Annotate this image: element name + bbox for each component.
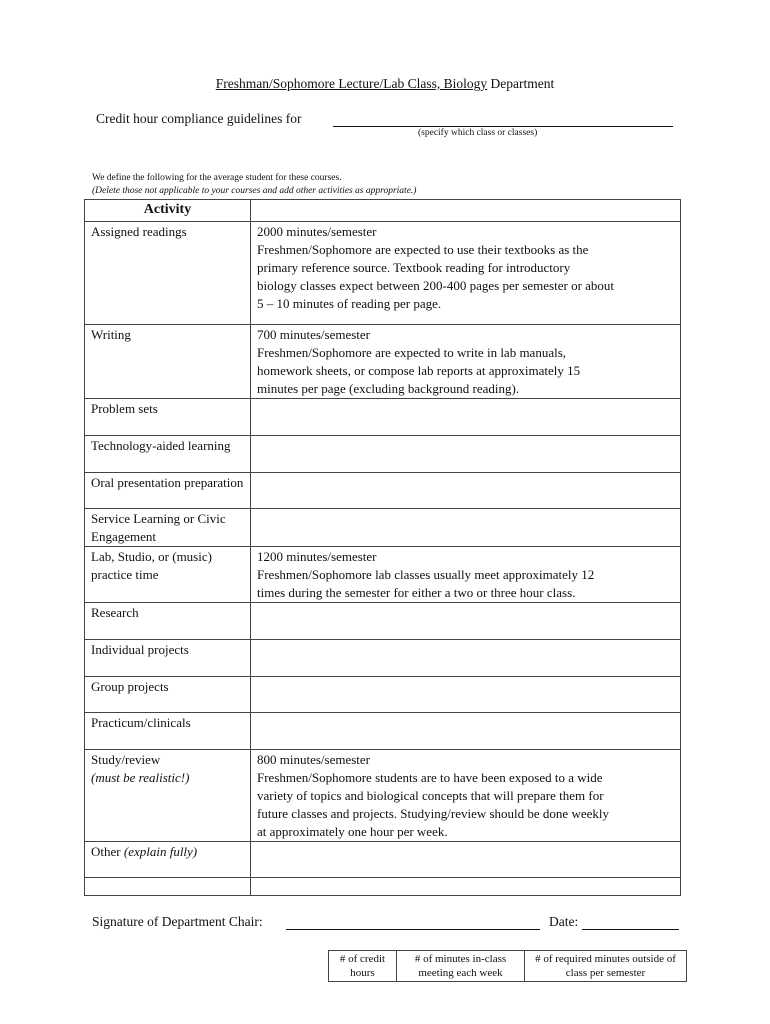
description-line: variety of topics and biological concepts that will prepare them for <box>257 788 604 803</box>
activity-cell[interactable] <box>85 509 251 547</box>
table-row <box>85 399 681 436</box>
description-line: at approximately one hour per week. <box>257 824 448 839</box>
description-cell[interactable] <box>251 547 681 603</box>
page-title-rest: Department <box>487 76 555 91</box>
description-cell[interactable] <box>251 677 681 713</box>
description-line: Freshmen/Sophomore students are to have been exposed to a wide <box>257 770 603 785</box>
activity-table-body <box>85 222 681 896</box>
activity-table <box>84 199 681 896</box>
table-row <box>85 603 681 640</box>
signature-label: Signature of Department Chair: <box>92 914 263 929</box>
description-cell[interactable] <box>251 473 681 509</box>
activity-cell[interactable] <box>85 603 251 640</box>
table-row <box>85 677 681 713</box>
table-row <box>85 222 681 325</box>
description-line: future classes and projects. Studying/review should be done weekly <box>257 806 609 821</box>
description-cell[interactable] <box>251 750 681 842</box>
table-row <box>85 713 681 750</box>
description-cell[interactable] <box>251 222 681 325</box>
activity-note: (explain fully) <box>123 844 198 859</box>
delete-instruction-note: (Delete those not applicable to your courses and add other activities as appropriate.) <box>92 186 417 196</box>
description-line: homework sheets, or compose lab reports at approximately 15 <box>257 363 581 378</box>
date-blank-line[interactable] <box>582 929 679 930</box>
table-row <box>85 547 681 603</box>
activity-label: Practicum/clinicals <box>91 715 191 730</box>
description-line: 1200 minutes/semester <box>257 549 377 564</box>
activity-label: Oral presentation preparation <box>91 475 244 490</box>
activity-label: Assigned readings <box>91 224 187 239</box>
specify-class-note: (specify which class or classes) <box>418 128 538 138</box>
description-cell[interactable] <box>251 325 681 399</box>
description-cell[interactable] <box>251 436 681 473</box>
description-column-header <box>251 200 681 222</box>
table-row <box>85 509 681 547</box>
table-row <box>85 842 681 878</box>
activity-cell[interactable] <box>85 750 251 842</box>
table-row <box>85 878 681 896</box>
activity-label: Group projects <box>91 679 169 694</box>
activity-table-header-row <box>85 200 681 222</box>
activity-cell[interactable] <box>85 399 251 436</box>
description-line: 2000 minutes/semester <box>257 224 377 239</box>
description-line: Freshmen/Sophomore are expected to write in lab manuals, <box>257 345 567 360</box>
table-row <box>85 325 681 399</box>
description-cell[interactable] <box>251 509 681 547</box>
date-label: Date: <box>549 914 579 929</box>
credit-hours-table <box>328 950 687 982</box>
activity-note: (must be realistic!) <box>91 770 190 785</box>
page-title-main: Freshman/Sophomore Lecture/Lab Class, Biology <box>215 76 488 91</box>
description-cell[interactable] <box>251 640 681 677</box>
table-row <box>85 750 681 842</box>
description-line: minutes per page (excluding background reading). <box>257 381 520 396</box>
signature-blank-line[interactable] <box>286 929 540 930</box>
activity-cell[interactable] <box>85 222 251 325</box>
credit-table-header-row <box>329 951 687 982</box>
activity-cell[interactable] <box>85 677 251 713</box>
activity-label: Writing <box>91 327 131 342</box>
activity-label: Other <box>91 844 121 859</box>
description-cell[interactable] <box>251 878 681 896</box>
activity-cell[interactable] <box>85 436 251 473</box>
table-row <box>85 436 681 473</box>
credit-hours-header: # of credit hours <box>329 951 397 982</box>
minutes-outside-header: # of required minutes outside of class per semester <box>525 951 687 982</box>
description-line: Freshmen/Sophomore are expected to use their textbooks as the <box>257 242 589 257</box>
table-row <box>85 640 681 677</box>
activity-label: Research <box>91 605 139 620</box>
activity-label: Technology-aided learning <box>91 438 231 453</box>
activity-label: Lab, Studio, or (music) practice time <box>91 549 212 582</box>
table-row <box>85 473 681 509</box>
description-cell[interactable] <box>251 713 681 750</box>
description-line: 800 minutes/semester <box>257 752 371 767</box>
activity-label: Problem sets <box>91 401 158 416</box>
activity-cell[interactable] <box>85 842 251 878</box>
minutes-in-class-header: # of minutes in-class meeting each week <box>397 951 525 982</box>
description-cell[interactable] <box>251 399 681 436</box>
activity-cell[interactable] <box>85 547 251 603</box>
activity-cell[interactable] <box>85 713 251 750</box>
description-line: biology classes expect between 200-400 pages per semester or about <box>257 278 615 293</box>
description-line: Freshmen/Sophomore lab classes usually meet approximately 12 <box>257 567 595 582</box>
description-cell[interactable] <box>251 603 681 640</box>
define-text: We define the following for the average student for these courses. <box>92 173 342 183</box>
description-line: primary reference source. Textbook reading for introductory <box>257 260 571 275</box>
page-title <box>0 76 770 92</box>
activity-label: Study/review <box>91 752 161 767</box>
activity-cell[interactable] <box>85 878 251 896</box>
description-cell[interactable] <box>251 842 681 878</box>
activity-label: Individual projects <box>91 642 189 657</box>
activity-cell[interactable] <box>85 325 251 399</box>
activity-label: Service Learning or Civic Engagement <box>91 511 226 544</box>
credit-hour-label: Credit hour compliance guidelines for <box>96 111 302 126</box>
activity-column-header: Activity <box>85 200 251 222</box>
description-line: times during the semester for either a two or three hour class. <box>257 585 576 600</box>
description-line: 5 – 10 minutes of reading per page. <box>257 296 442 311</box>
description-line: 700 minutes/semester <box>257 327 371 342</box>
activity-cell[interactable] <box>85 640 251 677</box>
activity-cell[interactable] <box>85 473 251 509</box>
class-name-blank-line[interactable] <box>333 126 673 127</box>
